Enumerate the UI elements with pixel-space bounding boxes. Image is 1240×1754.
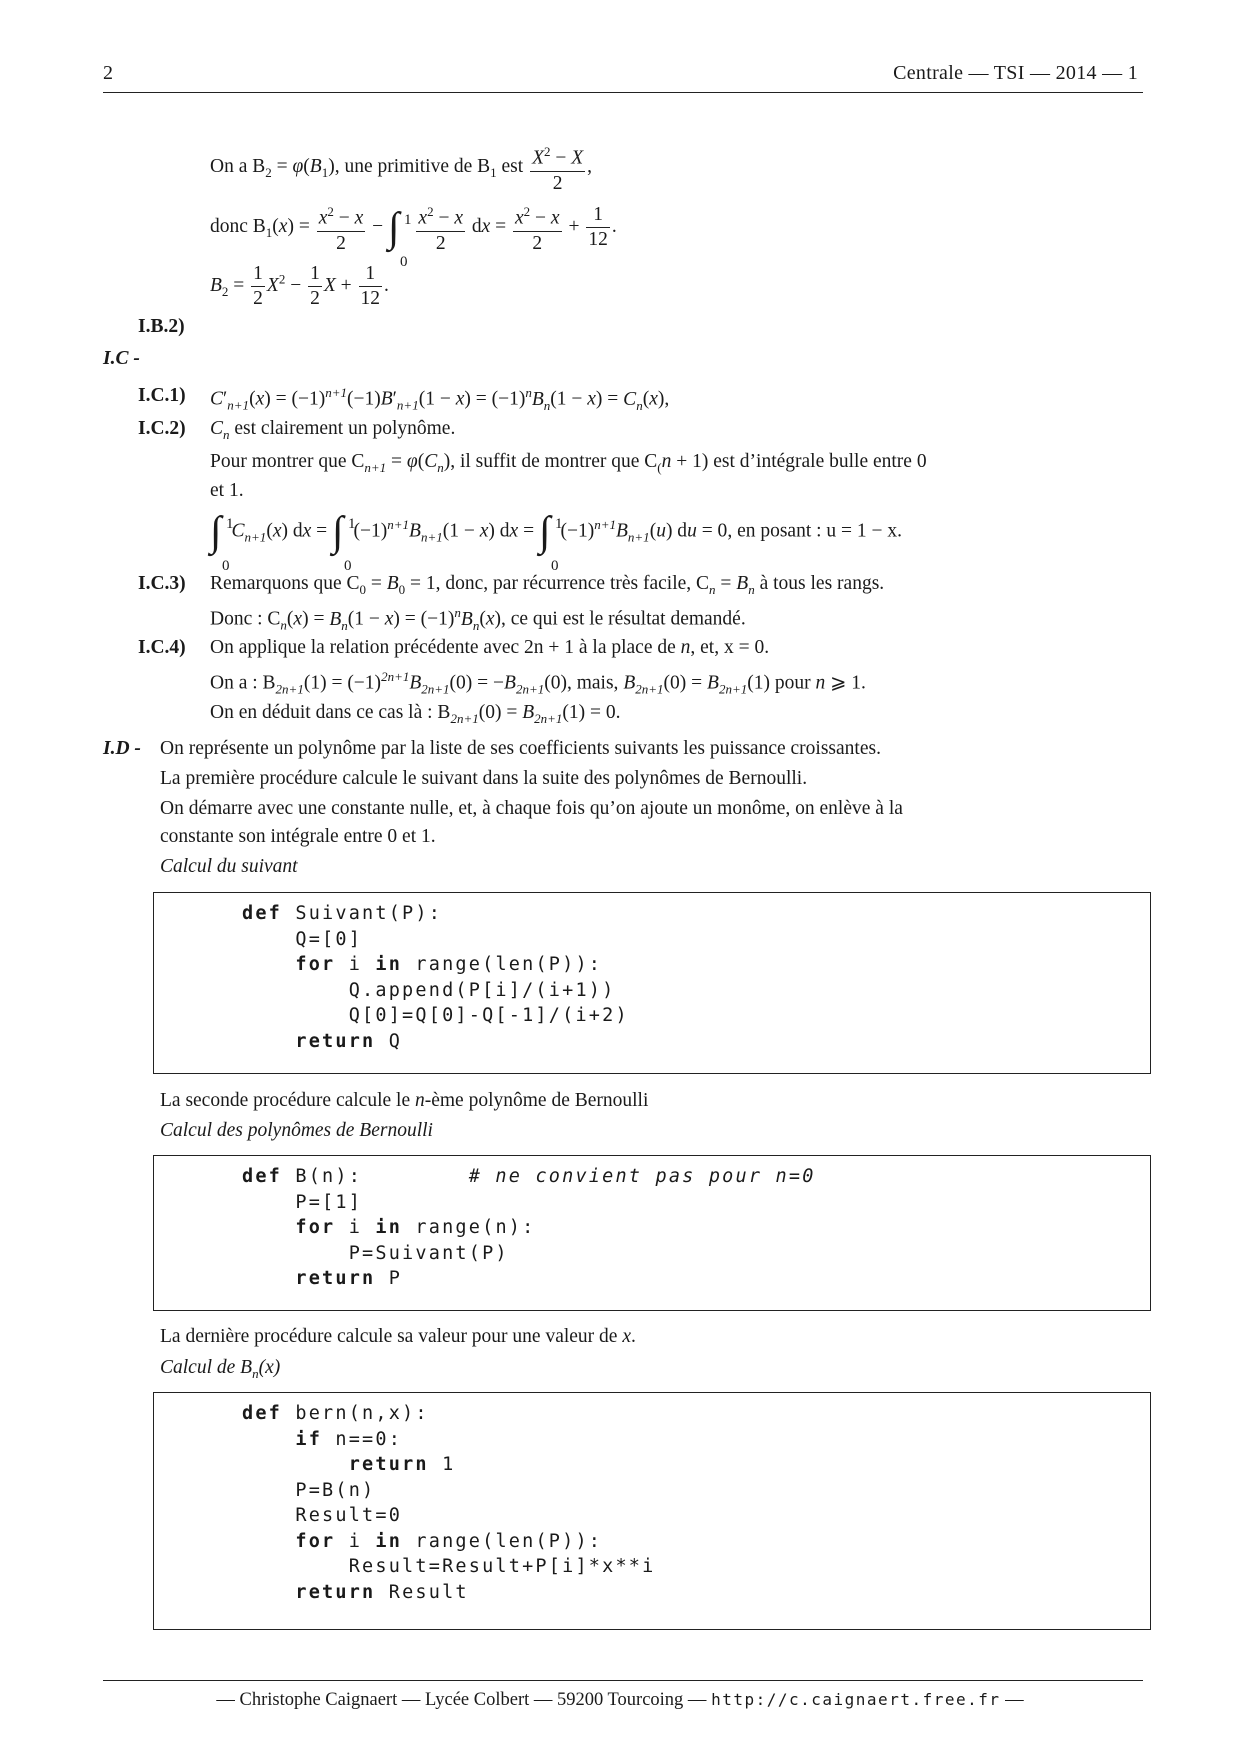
code-line: return Q <box>295 1030 403 1052</box>
ic3-line1: Remarquons que $C_0 = B_0 = 1$, donc, par récurrence très facile, $C_n = B_n$ à tous les rangs. <box>210 573 885 597</box>
section-ib2-label: I.B.2) <box>138 316 185 337</box>
footer-rule <box>103 1680 1143 1681</box>
b2-intro-line: On a $B_2 = \varphi(B_1)$, une primitive de $B_1$ est $\frac{X^2 - X}{2}$ , <box>210 140 592 196</box>
section-ic4-label: I.C.4) <box>138 637 186 658</box>
caption-suivant: Calcul du suivant <box>160 856 298 877</box>
code-block-suivant <box>153 892 1151 1074</box>
caption-bernoulli: Calcul des polynômes de Bernoulli <box>160 1120 433 1141</box>
ic2-line3: et 1. <box>210 480 244 501</box>
code-line: Q.append(P[i]/(i+1)) <box>242 979 616 1001</box>
code-line: Result=0 <box>242 1505 403 1526</box>
code-line: return 1 <box>348 1454 456 1475</box>
caption-bern: Calcul de $B_n(x)$ <box>160 1357 281 1381</box>
code-block-bern <box>153 1392 1151 1630</box>
header-title: Centrale — TSI — 2014 — 1 <box>893 62 1138 84</box>
header-rule <box>103 92 1143 93</box>
code-line: Result=Result+P[i]*x**i <box>242 1556 656 1577</box>
section-ic3-label: I.C.3) <box>138 573 186 594</box>
code-line: def bern(n,x): <box>242 1403 429 1424</box>
ic4-line1: On applique la relation précédente avec 2n + 1 à la place de n, et, x = 0. <box>210 637 770 658</box>
section-ic2-label: I.C.2) <box>138 418 186 439</box>
section-id-label: I.D - <box>103 738 141 759</box>
footer-url[interactable]: http://c.caignaert.free.fr <box>711 1690 1001 1709</box>
b2-result-line: $B_2$ = $\frac{1}{2}$ $X^2$ − $\frac{1}{2}$ X + $\frac{1}{12}$ . <box>210 263 389 309</box>
section-ic-label: I.C - <box>103 348 140 369</box>
between-text-1: La seconde procédure calcule le n-ème polynôme de Bernoulli <box>160 1090 649 1111</box>
ic2-line1: $C_n$ est clairement un polynôme. <box>210 418 456 442</box>
ic2-integral-line: ∫ 1 0 $C_{n+1}(x)$ dx = ∫ 1 0 $(-1)^{n+1}B_{n+1}(1 - x)$ dx = ∫ 1 0 $(-1)^{n+1}B_{n+1}(u)$ du = 0, en posant : u = 1 − x. <box>210 509 903 574</box>
ic3-line2: Donc : $C_n(x) = B_n(1 - x) = (-1)^nB_n(x)$, ce qui est le résultat demandé. <box>210 605 746 633</box>
code-line: for i in range(len(P)): <box>295 1530 603 1552</box>
code-line: Q=[0] <box>242 928 363 950</box>
ic4-line3: On en déduit dans ce cas là : $B_{2n+1}(0) = B_{2n+1}(1) = 0$. <box>210 702 621 726</box>
b1-line: donc $B_1(x)$ = $\frac{x^2 - x}{2}$ − ∫ 1 0 $\frac{x^2 - x}{2}$ dx = $\frac{x^2 - x}{2}$ + $\frac{1}{12}$ . <box>210 200 617 256</box>
ic1-formula: $C'_{n+1}(x) = (-1)^{n+1}(-1)B'_{n+1}(1 - x) = (-1)^nB_n(1 - x) = C_n(x)$, <box>210 385 670 413</box>
ic2-line2: Pour montrer que $C_{n+1} = \varphi(C_n)$, il suffit de montrer que $C_(n + 1$) est d’intégrale bulle entre 0 <box>210 451 927 475</box>
between-text-2: La dernière procédure calcule sa valeur pour une valeur de x. <box>160 1326 636 1347</box>
code-line: P=Suivant(P) <box>242 1242 509 1264</box>
code-line: def B(n): # ne convient pas pour n=0 <box>242 1166 816 1187</box>
section-ic1-label: I.C.1) <box>138 385 186 406</box>
code-line: return Result <box>295 1581 469 1603</box>
code-line: for i in range(n): <box>295 1217 536 1238</box>
id-line4: constante son intégrale entre 0 et 1. <box>160 826 436 847</box>
id-line1: On représente un polynôme par la liste de ses coefficients suivants les puissance croissantes. <box>160 738 881 759</box>
code-block-b <box>153 1155 1151 1311</box>
page-number: 2 <box>103 62 114 84</box>
code-line: P=B(n) <box>242 1479 376 1501</box>
code-line: P=[1] <box>242 1191 363 1213</box>
ic4-line2: On a : $B_{2n+1}(1) = (-1)^{2n+1}B_{2n+1}(0) = -B_{2n+1}(0)$, mais, $B_{2n+1}(0) = B_{2n+1}(1)$ pour n ⩾ 1. <box>210 669 866 697</box>
code-line: if n==0: <box>295 1428 403 1450</box>
code-line: Q[0]=Q[0]-Q[-1]/(i+2) <box>242 1005 629 1026</box>
code-line: return P <box>295 1268 403 1289</box>
footer-text: — Christophe Caignaert — Lycée Colbert — 59200 Tourcoing — http://c.caignaert.free.fr — <box>216 1690 1024 1710</box>
id-line3: On démarre avec une constante nulle, et, à chaque fois qu’on ajoute un monôme, on enlève à la <box>160 798 903 819</box>
code-line: for i in range(len(P)): <box>295 954 603 975</box>
code-line: def Suivant(P): <box>242 903 443 924</box>
id-line2: La première procédure calcule le suivant dans la suite des polynômes de Bernoulli. <box>160 768 808 789</box>
